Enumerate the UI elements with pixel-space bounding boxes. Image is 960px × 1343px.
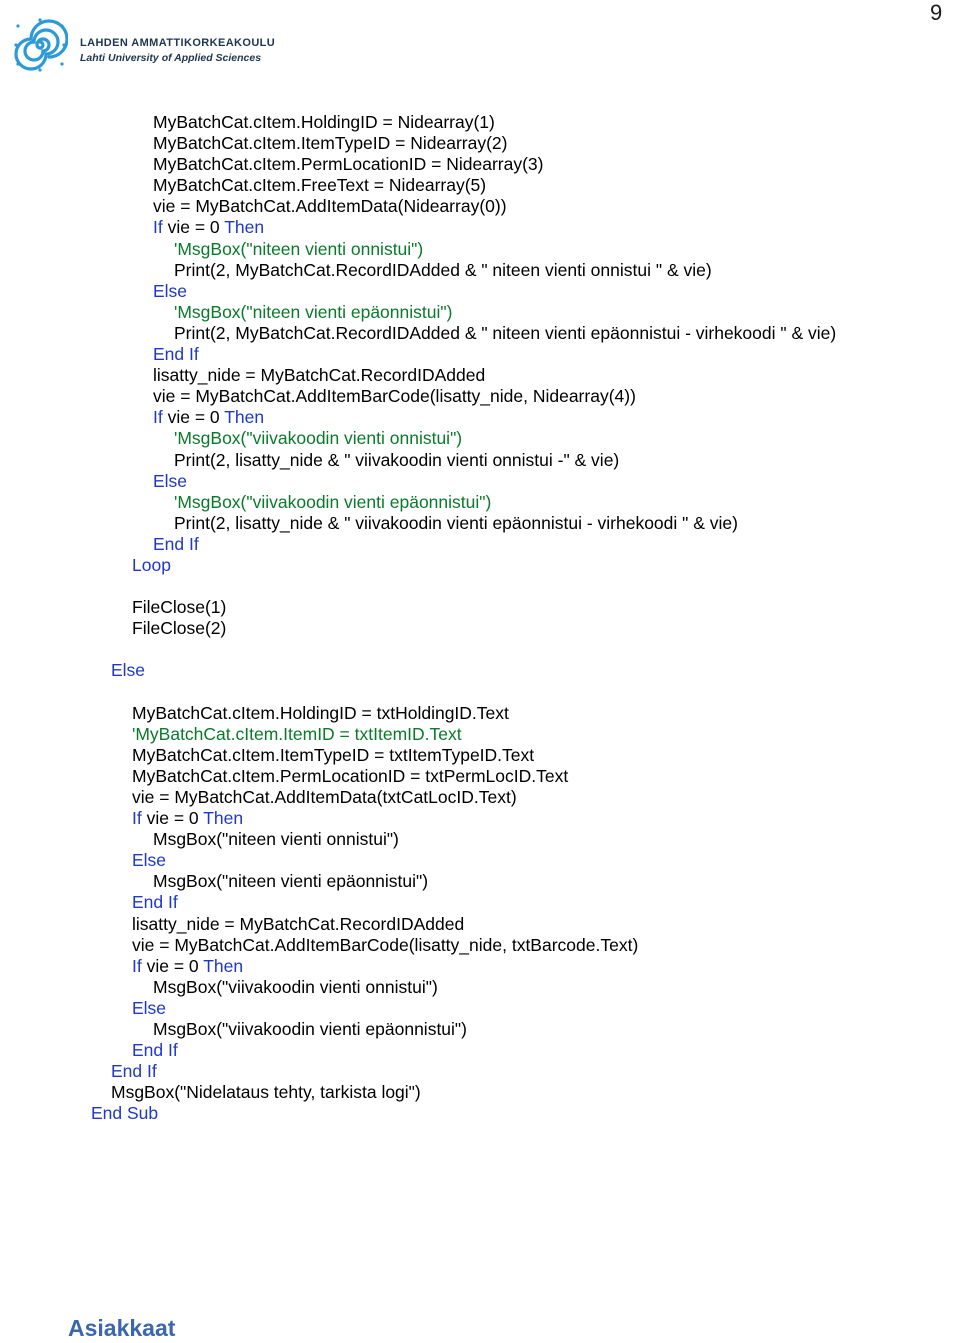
code-text: vie = MyBatchCat.AddItemData(Nidearray(0)) bbox=[153, 196, 507, 217]
code-text: Print(2, MyBatchCat.RecordIDAdded & " niteen vienti epäonnistui - virhekoodi " & vie) bbox=[174, 322, 837, 343]
code-line bbox=[0, 555, 960, 576]
code-line bbox=[0, 407, 960, 428]
code-keyword: Else bbox=[153, 470, 188, 491]
code-line bbox=[0, 1040, 960, 1061]
code-text: MyBatchCat.cItem.HoldingID = Nidearray(1) bbox=[153, 112, 495, 132]
code-line bbox=[0, 154, 960, 175]
code-line bbox=[0, 323, 960, 344]
code-text: MyBatchCat.cItem.ItemTypeID = Nidearray(2) bbox=[153, 133, 508, 154]
code-line bbox=[0, 260, 960, 281]
logo-organization: LAHDEN AMMATTIKORKEAKOULU bbox=[80, 37, 276, 49]
section-heading: Asiakkaat bbox=[68, 1315, 176, 1341]
code-keyword: Then bbox=[224, 217, 265, 238]
code-line bbox=[0, 914, 960, 935]
code-comment: 'MsgBox("viivakoodin vienti epäonnistui") bbox=[174, 491, 492, 512]
code-line bbox=[0, 745, 960, 766]
code-text: FileClose(2) bbox=[132, 618, 227, 639]
code-keyword: Else bbox=[111, 660, 146, 681]
code-line bbox=[0, 534, 960, 555]
logo-subtitle: Lahti University of Applied Sciences bbox=[80, 52, 262, 64]
code-keyword: If bbox=[153, 407, 163, 428]
code-line bbox=[0, 871, 960, 892]
code-line bbox=[0, 956, 960, 977]
code-comment: 'MsgBox("niteen vienti epäonnistui") bbox=[174, 301, 453, 322]
logo bbox=[12, 18, 282, 72]
code-text: MsgBox("niteen vienti onnistui") bbox=[153, 829, 399, 850]
code-text: MsgBox("niteen vienti epäonnistui") bbox=[153, 871, 429, 892]
code-line bbox=[0, 281, 960, 302]
code-text: vie = 0 bbox=[141, 955, 204, 976]
code-line bbox=[0, 112, 960, 133]
code-keyword: Else bbox=[132, 997, 167, 1018]
code-line bbox=[0, 682, 960, 703]
code-text: MyBatchCat.cItem.HoldingID = txtHoldingID.Text bbox=[132, 702, 509, 723]
code-keyword: Then bbox=[203, 955, 244, 976]
code-line bbox=[0, 450, 960, 471]
code-keyword: End If bbox=[132, 892, 178, 913]
code-line bbox=[0, 576, 960, 597]
code-line bbox=[0, 703, 960, 724]
code-text: lisatty_nide = MyBatchCat.RecordIDAdded bbox=[153, 365, 486, 386]
code-line bbox=[0, 386, 960, 407]
code-keyword: If bbox=[132, 808, 142, 829]
code-text: MsgBox("viivakoodin vienti onnistui") bbox=[153, 976, 438, 997]
code-line bbox=[0, 597, 960, 618]
code-text: vie = 0 bbox=[141, 808, 204, 829]
code-keyword: Then bbox=[203, 808, 244, 829]
code-line bbox=[0, 892, 960, 913]
code-line bbox=[0, 196, 960, 217]
code-comment: 'MsgBox("niteen vienti onnistui") bbox=[174, 238, 424, 259]
code-keyword: End If bbox=[132, 1040, 178, 1061]
code-block bbox=[0, 112, 960, 1125]
code-line bbox=[0, 1061, 960, 1082]
code-keyword: If bbox=[153, 217, 163, 238]
code-line bbox=[0, 998, 960, 1019]
code-comment: 'MsgBox("viivakoodin vienti onnistui") bbox=[174, 428, 463, 449]
code-text: Print(2, lisatty_nide & " viivakoodin vienti onnistui -" & vie) bbox=[174, 449, 620, 470]
code-line bbox=[0, 133, 960, 154]
code-line bbox=[0, 471, 960, 492]
code-line bbox=[0, 618, 960, 639]
code-line bbox=[0, 302, 960, 323]
code-line bbox=[0, 660, 960, 681]
code-line bbox=[0, 808, 960, 829]
code-line bbox=[0, 829, 960, 850]
code-text: MyBatchCat.cItem.PermLocationID = txtPermLocID.Text bbox=[132, 765, 569, 786]
code-text: vie = 0 bbox=[162, 217, 225, 238]
code-line bbox=[0, 977, 960, 998]
code-text: vie = MyBatchCat.AddItemBarCode(lisatty_nide, Nidearray(4)) bbox=[153, 386, 636, 407]
code-line bbox=[0, 428, 960, 449]
code-line bbox=[0, 639, 960, 660]
code-line bbox=[0, 365, 960, 386]
code-line bbox=[0, 1082, 960, 1103]
code-line bbox=[0, 492, 960, 513]
code-keyword: Else bbox=[132, 850, 167, 871]
spiral-logo-icon bbox=[12, 18, 68, 72]
code-line bbox=[0, 935, 960, 956]
code-keyword: End If bbox=[153, 344, 199, 365]
code-text: vie = MyBatchCat.AddItemData(txtCatLocID.Text) bbox=[132, 787, 517, 807]
code-keyword: If bbox=[132, 955, 142, 976]
code-line bbox=[0, 766, 960, 787]
code-line bbox=[0, 724, 960, 745]
code-keyword: Loop bbox=[132, 554, 171, 575]
page-number: 9 bbox=[930, 0, 943, 25]
code-line bbox=[0, 239, 960, 260]
code-keyword: End If bbox=[111, 1061, 157, 1082]
code-line bbox=[0, 787, 960, 808]
code-line bbox=[0, 1103, 960, 1124]
code-line bbox=[0, 217, 960, 238]
code-line bbox=[0, 344, 960, 365]
code-text: vie = 0 bbox=[162, 407, 225, 428]
code-line bbox=[0, 850, 960, 871]
code-text: Print(2, MyBatchCat.RecordIDAdded & " niteen vienti onnistui " & vie) bbox=[174, 259, 712, 280]
code-text: vie = MyBatchCat.AddItemBarCode(lisatty_nide, txtBarcode.Text) bbox=[132, 934, 639, 955]
code-text: MsgBox("viivakoodin vienti epäonnistui") bbox=[153, 1019, 467, 1040]
code-comment: 'MyBatchCat.cItem.ItemID = txtItemID.Text bbox=[132, 723, 462, 744]
code-text: lisatty_nide = MyBatchCat.RecordIDAdded bbox=[132, 913, 465, 934]
code-text: MyBatchCat.cItem.FreeText = Nidearray(5) bbox=[153, 175, 487, 196]
code-keyword: End Sub bbox=[91, 1103, 159, 1124]
code-keyword: Then bbox=[224, 407, 265, 428]
code-text: MsgBox("Nidelataus tehty, tarkista logi") bbox=[111, 1082, 421, 1103]
code-line bbox=[0, 513, 960, 534]
code-text: Print(2, lisatty_nide & " viivakoodin vienti epäonnistui - virhekoodi " & vie) bbox=[174, 512, 738, 533]
code-keyword: Else bbox=[153, 280, 188, 301]
code-line bbox=[0, 1019, 960, 1040]
code-line bbox=[0, 175, 960, 196]
code-keyword: End If bbox=[153, 533, 199, 554]
code-text: MyBatchCat.cItem.ItemTypeID = txtItemTypeID.Text bbox=[132, 744, 535, 765]
code-text: MyBatchCat.cItem.PermLocationID = Nidearray(3) bbox=[153, 154, 544, 175]
code-text: FileClose(1) bbox=[132, 597, 227, 618]
